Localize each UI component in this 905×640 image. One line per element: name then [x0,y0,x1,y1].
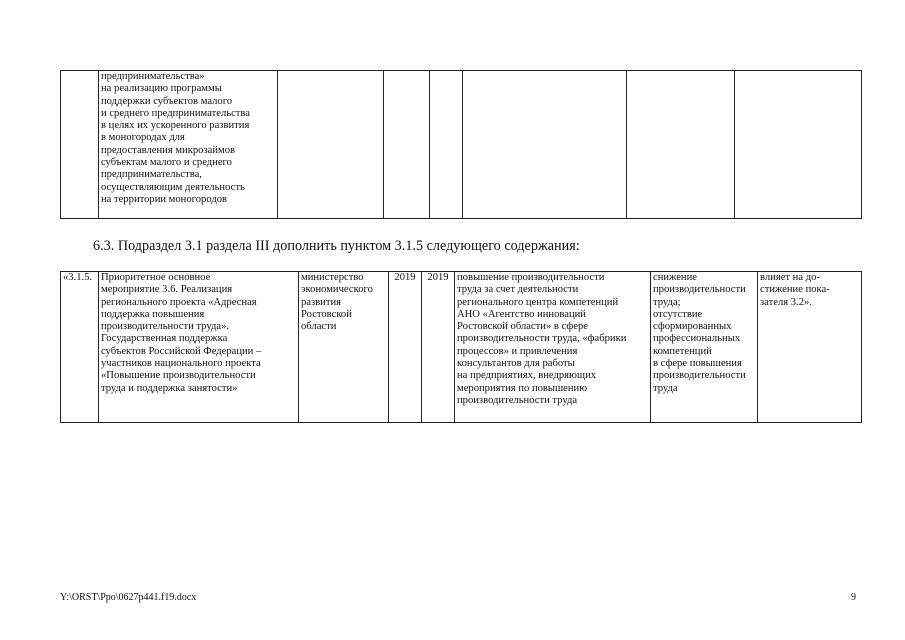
text-line: профессиональных [653,333,741,345]
text-line: мероприятие 3.6. Реализация [101,284,233,296]
text-line: компетенций [653,345,712,357]
cell-program [99,71,278,219]
text-line: на предприятиях, внедряющих [457,370,597,382]
cell-link [735,71,862,219]
text-line: АНО «Агентство инноваций [457,308,586,320]
text-line: повышение производительности [457,272,605,283]
text-line: снижение [653,272,697,283]
text-line: Ростовской [301,308,352,320]
text-line: консультантов для работы [457,358,575,370]
table-item-3-1-5 [60,271,862,423]
text-line: в моногородах для [101,132,185,144]
text-line: отсутствие [653,308,703,320]
cell-number [61,71,99,219]
text-line: на реализацию программы [101,83,222,95]
text-line: субъектам малого и среднего [101,157,232,169]
cell-executor [299,272,389,423]
text-line: регионального центра компетенций [457,296,619,308]
cell-result [455,272,651,423]
text-line: производительности [653,284,746,296]
text-line: и среднего предпринимательства [101,107,250,119]
text-line: предоставления микрозаймов [101,144,236,156]
executor-text [301,272,386,333]
program-text [101,71,275,206]
text-line: области [301,321,337,333]
text-line: труда; [653,296,681,308]
text-line: осуществляющим деятельность [101,181,245,193]
link-text [760,272,859,309]
text-line: предпринимательства, [101,169,202,181]
text-line: Приоритетное основное [101,272,211,283]
text-line: производительности труда, «фабрики [457,333,627,345]
cell-consequence [651,272,758,423]
cell-executor [278,71,384,219]
table-row [61,71,862,219]
text-line: влияет на до- [760,272,820,283]
end-year: 2019 [427,272,449,283]
text-line: стижение пока- [760,284,830,296]
text-line: участников национального проекта [101,358,261,370]
text-line: мероприятия по повышению [457,382,588,394]
text-line: труда и поддержка занятости» [101,382,238,394]
text-line: Государственная поддержка [101,333,228,345]
text-line: производительности [653,370,746,382]
text-line: в целях их ускоренного развития [101,120,250,132]
cell-start-year [389,272,422,423]
text-line: на территории моногородов [101,193,228,205]
section-heading: 6.3. Подраздел 3.1 раздела III дополнить пунктом 3.1.5 следующего содержания: [93,238,580,254]
text-line: поддержки субъектов малого [101,95,233,107]
cell-result [463,71,627,219]
text-line: регионального проекта «Адресная [101,296,257,308]
text-line: труда [653,382,678,394]
cell-number [61,272,99,423]
text-line: в сфере повышения [653,358,742,370]
text-line: зателя 3.2». [760,296,812,308]
measure-text [101,272,296,395]
text-line: Ростовской области» в сфере [457,321,588,333]
text-line: процессов» и привлечения [457,345,578,357]
cell-start-year [384,71,430,219]
page-number: 9 [851,592,856,603]
text-line: «Повышение производительности [101,370,256,382]
text-line: министерство [301,272,364,283]
table-continuation [60,70,862,219]
text-line: поддержка повышения [101,308,205,320]
text-line: труда за счет деятельности [457,284,579,296]
result-text [457,272,648,407]
text-line: предпринимательства» [101,71,205,82]
text-line: производительности труда [457,394,578,406]
cell-consequence [627,71,735,219]
cell-measure [99,272,299,423]
cell-link [758,272,862,423]
text-line: сформированных [653,321,732,333]
table-row [61,272,862,423]
text-line: производительности труда». [101,321,230,333]
text-line: экономического [301,284,373,296]
cell-end-year [430,71,463,219]
text-line: субъектов Российской Федерации – [101,345,262,357]
start-year: 2019 [394,272,416,283]
item-number: «3.1.5. [63,272,93,283]
text-line: развития [301,296,342,308]
file-path: Y:\ORST\Ppo\0627p441.f19.docx [60,592,197,603]
consequence-text [653,272,755,395]
cell-end-year [422,272,455,423]
